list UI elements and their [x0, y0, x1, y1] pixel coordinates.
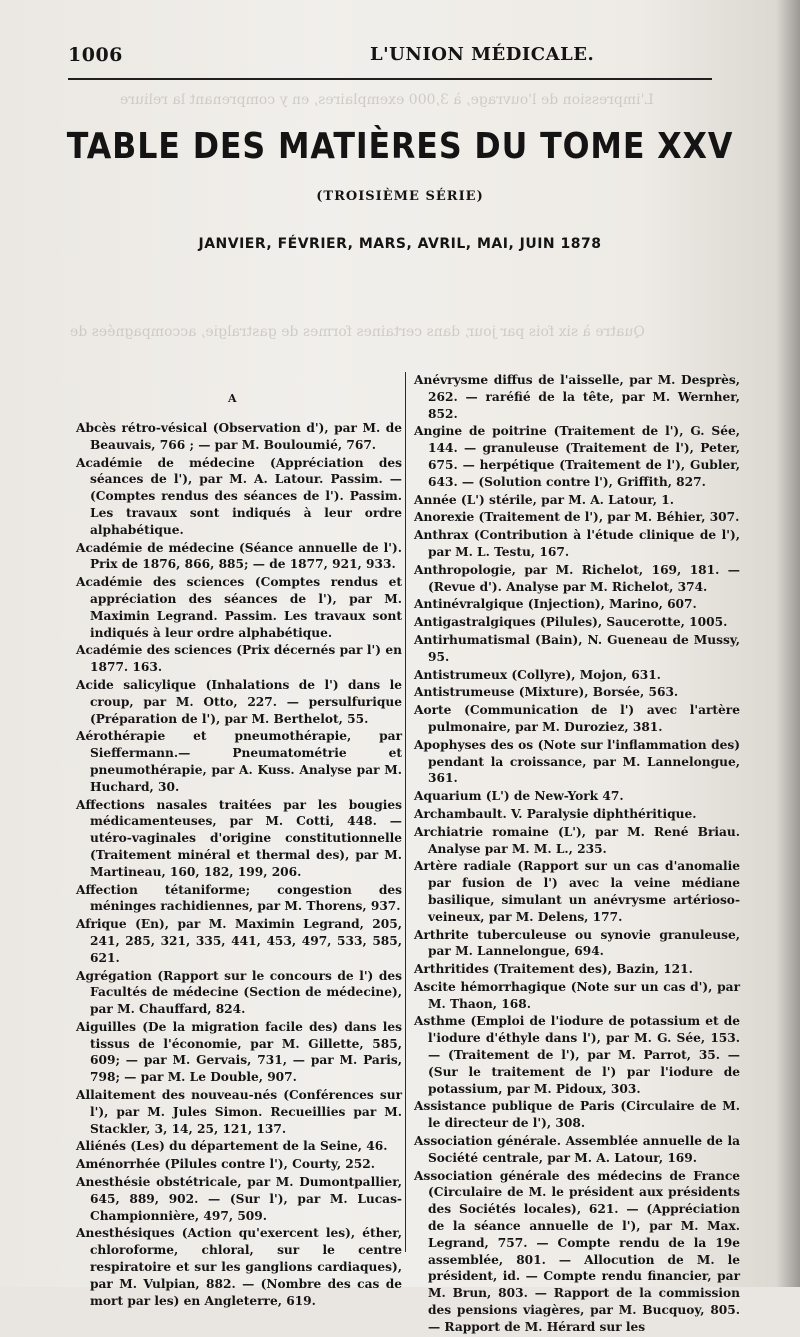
index-entry: Académie de médecine (Séance annuelle de l'). Prix de 1876, 866, 885; — de 1877, 921, 933.: [76, 540, 402, 572]
index-entry: Abcès rétro-vésical (Observation d'), par M. de Beauvais, 766 ; — par M. Bouloumié, 767.: [76, 421, 402, 452]
index-entry: Anthropologie, par M. Richelot, 169, 181. — (Revue d'). Analyse par M. Richelot, 374.: [414, 562, 740, 594]
index-entry: Aménorrhée (Pilules contre l'), Courty, 252.: [76, 1157, 375, 1172]
right-column: [414, 372, 740, 1337]
index-entry: Association générale. Assemblée annuelle de la Société centrale, par M. A. Latour, 169.: [414, 1134, 740, 1165]
index-entry: Aérothérapie et pneumothérapie, par Sieffermann.— Pneumatométrie et pneumothérapie, par A. Kuss. Analyse par M. Huchard, 30.: [76, 729, 402, 794]
header-rule: [68, 78, 712, 80]
index-entry: Allaitement des nouveau-nés (Conférences sur l'), par M. Jules Simon. Recueillies par M. Stackler, 3, 14, 25, 121, 137.: [76, 1088, 402, 1136]
index-entry: Archiatrie romaine (L'), par M. René Briau. Analyse par M. M. L., 235.: [414, 824, 740, 856]
index-entry: Asthme (Emploi de l'iodure de potassium et de l'iodure d'éthyle dans l'), par M. G. Sée, 153. — (Traitement de l'), par M. Parrot, 35. — (Sur le traitement de l') par l'iodure de potassium, par M. Pidoux, 303.: [414, 1014, 740, 1096]
left-column: [76, 420, 402, 1310]
index-entry: Ascite hémorrhagique (Note sur un cas d'), par M. Thaon, 168.: [414, 979, 740, 1011]
bleed-through-text: L'impression de l'ouvrage, à 3,000 exemplaires, en y comprenant la reliure: [120, 92, 654, 108]
index-entry: Agrégation (Rapport sur le concours de l') des Facultés de médecine (Section de médecine), par M. Chauffard, 824.: [76, 968, 402, 1017]
running-header: [68, 44, 716, 70]
index-entry: Académie des sciences (Comptes rendus et appréciation des séances de l'), par M. Maximin Legrand. Passim. Les travaux sont indiqués à leur ordre alphabétique.: [76, 575, 402, 640]
index-entry: Aiguilles (De la migration facile des) dans les tissus de l'économie, par M. Gillette, 585, 609; — par M. Gervais, 731, — par M. Paris, 798; — par M. Le Double, 907.: [76, 1019, 402, 1085]
running-title: L'UNION MÉDICALE.: [370, 44, 595, 65]
index-entry: Affections nasales traitées par les bougies médicamenteuses, par M. Cotti, 448. — utéro-vaginales d'origine constitutionnelle (Traitement minéral et thermal des), par M. Martineau, 160, 182, 199, 206.: [76, 797, 402, 879]
period-dates: JANVIER, FÉVRIER, MARS, AVRIL, MAI, JUIN 1878: [198, 236, 602, 252]
index-entry: Académie de médecine (Appréciation des séances de l'), par M. A. Latour. Passim. — (Comptes rendus des séances de l'). Passim. Les travaux sont indiqués à leur ordre alphabétique.: [76, 455, 402, 537]
index-entry: Aliénés (Les) du département de la Seine, 46.: [76, 1139, 388, 1154]
index-entry: Artère radiale (Rapport sur un cas d'anomalie par fusion de l') avec la veine médiane basilique, simulant un anévrysme artérioso-veineux, par M. Delens, 177.: [414, 859, 740, 924]
index-entry: Afrique (En), par M. Maximin Legrand, 205, 241, 285, 321, 335, 441, 453, 497, 533, 585, 621.: [76, 917, 402, 965]
bleed-through-text: Quatre à six fois par jour, dans certaines formes de gastralgie, accompagnées de: [70, 324, 645, 340]
index-entry: Acide salicylique (Inhalations de l') dans le croup, par M. Otto, 227. — persulfurique (Préparation de l'), par M. Berthelot, 55.: [76, 677, 402, 726]
index-entry: Anévrysme diffus de l'aisselle, par M. Desprès, 262. — raréfié de la tête, par M. Wernher, 852.: [414, 373, 740, 421]
index-entry: Anesthésie obstétricale, par M. Dumontpallier, 645, 889, 902. — (Sur l'), par M. Lucas-Championnière, 497, 509.: [76, 1175, 402, 1223]
index-entry: Affection tétaniforme; congestion des méninges rachidiennes, par M. Thorens, 937.: [76, 882, 402, 914]
index-entry: Antistrumeux (Collyre), Mojon, 631.: [414, 667, 661, 682]
index-entry: Arthritides (Traitement des), Bazin, 121.: [414, 962, 693, 977]
section-letter: A: [228, 392, 237, 405]
index-entry: Anthrax (Contribution à l'étude clinique de l'), par M. L. Testu, 167.: [414, 528, 740, 559]
index-entry: Assistance publique de Paris (Circulaire de M. le directeur de l'), 308.: [414, 1099, 740, 1131]
index-entry: Antistrumeuse (Mixture), Borsée, 563.: [414, 685, 679, 700]
column-divider: [405, 372, 406, 1252]
index-entry: Académie des sciences (Prix décernés par l') en 1877. 163.: [76, 643, 402, 675]
index-entry: Année (L') stérile, par M. A. Latour, 1.: [414, 492, 675, 507]
index-entry: Antinévralgique (Injection), Marino, 607.: [414, 597, 697, 612]
page-number: 1006: [68, 44, 123, 66]
index-entry: Anorexie (Traitement de l'), par M. Béhier, 307.: [414, 510, 740, 525]
index-entry: Apophyses des os (Note sur l'inflammation des) pendant la croissance, par M. Lannelongue, 361.: [414, 737, 740, 786]
index-entry: Angine de poitrine (Traitement de l'), G. Sée, 144. — granuleuse (Traitement de l'), Peter, 675. — herpétique (Traitement de l'), Gubler, 643. — (Solution contre l'), Griffith, 827.: [414, 424, 740, 489]
index-entry: Archambault. V. Paralysie diphthéritique.: [414, 806, 697, 821]
index-entry: Arthrite tuberculeuse ou synovie granuleuse, par M. Lannelongue, 694.: [414, 927, 740, 959]
index-entry: Antirhumatismal (Bain), N. Gueneau de Mussy, 95.: [414, 632, 740, 664]
index-entry: Aorte (Communication de l') avec l'artère pulmonaire, par M. Duroziez, 381.: [414, 703, 740, 734]
table-title: TABLE DES MATIÈRES DU TOME XXV: [66, 126, 734, 167]
index-entry: Antigastralgiques (Pilules), Saucerotte, 1005.: [414, 615, 728, 630]
series-subtitle: (TROISIÈME SÉRIE): [316, 189, 484, 204]
index-entry: Association générale des médecins de France (Circulaire de M. le président aux présidents des Sociétés locales), 621. — (Appréciation de la séance annuelle de l'), par M. Max. Legrand, 757. — Compte rendu de la 19e assemblée, 801. — Allocution de M. le président, id. — Compte rendu financier, par M. Brun, 803. — Rapport de la commission des pensions viagères, par M. Bucquoy, 805. — Rapport de M. Hérard sur les: [414, 1168, 740, 1334]
index-entry: Anesthésiques (Action qu'exercent les), éther, chloroforme, chloral, sur le centre respiratoire et sur les ganglions cardiaques), par M. Vulpian, 882. — (Nombre des cas de mort par les) en Angleterre, 619.: [76, 1226, 402, 1308]
index-entry: Aquarium (L') de New-York 47.: [414, 789, 624, 804]
